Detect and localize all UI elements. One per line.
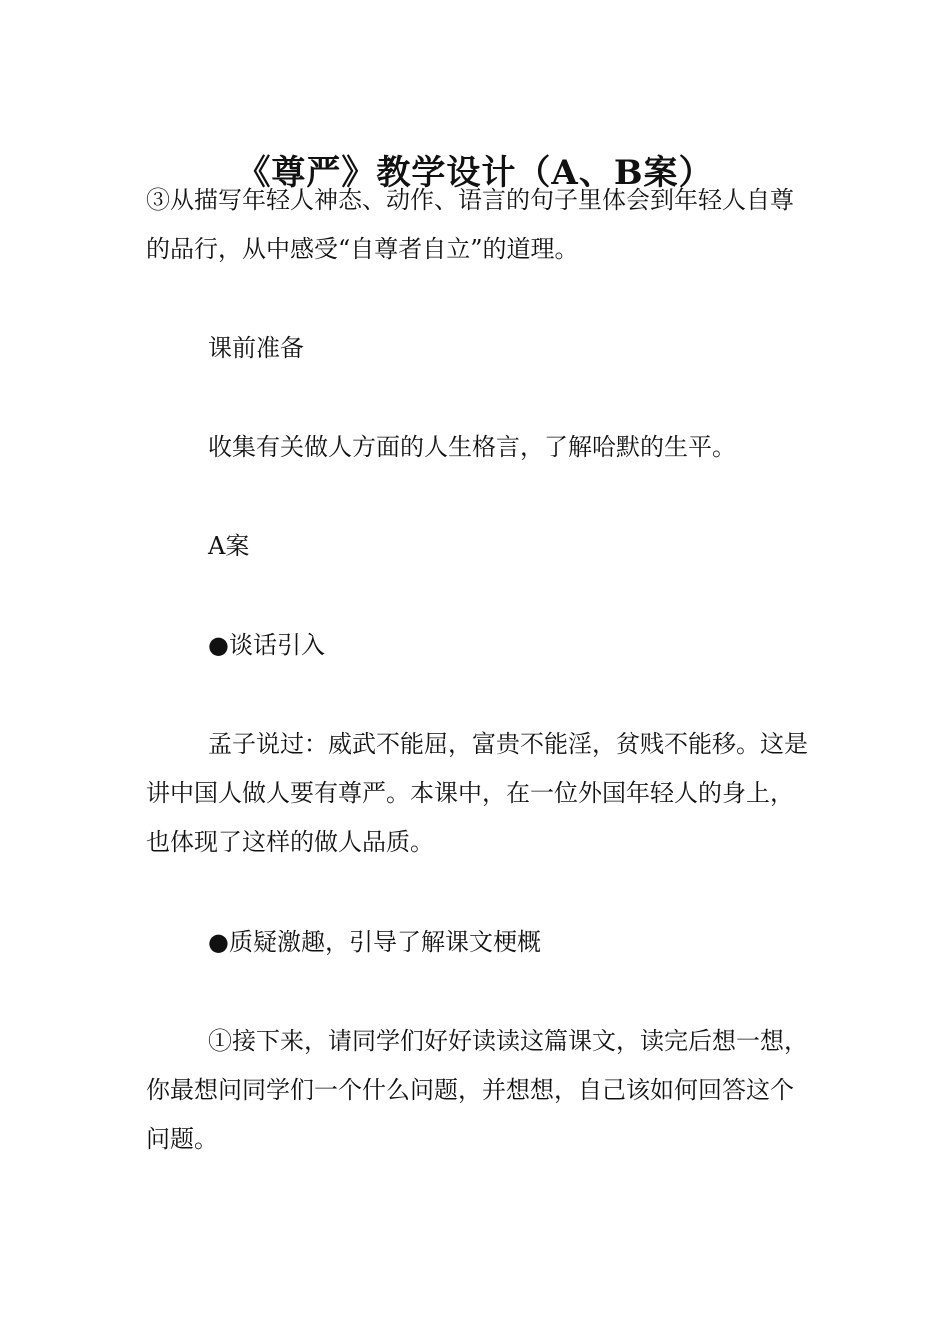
section-heading-preparation: 课前准备 bbox=[208, 334, 304, 362]
section-heading-questioning: ●质疑激趣，引导了解课文梗概 bbox=[208, 928, 541, 956]
paragraph-preparation: 收集有关做人方面的人生格言，了解哈默的生平。 bbox=[208, 433, 736, 461]
paragraph-mencius: 孟子说过：威武不能屈，富贵不能淫，贫贱不能移。这是讲中国人做人要有尊严。本课中，在一位外国年轻人的身上，也体现了这样的做人品质。 bbox=[146, 730, 808, 856]
paragraph-step-1: ①接下来，请同学们好好读读这篇课文，读完后想一想，你最想问同学们一个什么问题，并想想，自己该如何回答这个问题。 bbox=[146, 1027, 808, 1153]
section-heading-introduction: ●谈话引入 bbox=[208, 631, 325, 659]
paragraph-objective-3: ③从描写年轻人神态、动作、语言的句子里体会到年轻人自尊的品行，从中感受“自尊者自立”的道理。 bbox=[146, 186, 794, 263]
document-title: 《尊严》教学设计（A、B案） bbox=[236, 152, 714, 193]
section-heading-plan-a: A案 bbox=[208, 532, 250, 560]
